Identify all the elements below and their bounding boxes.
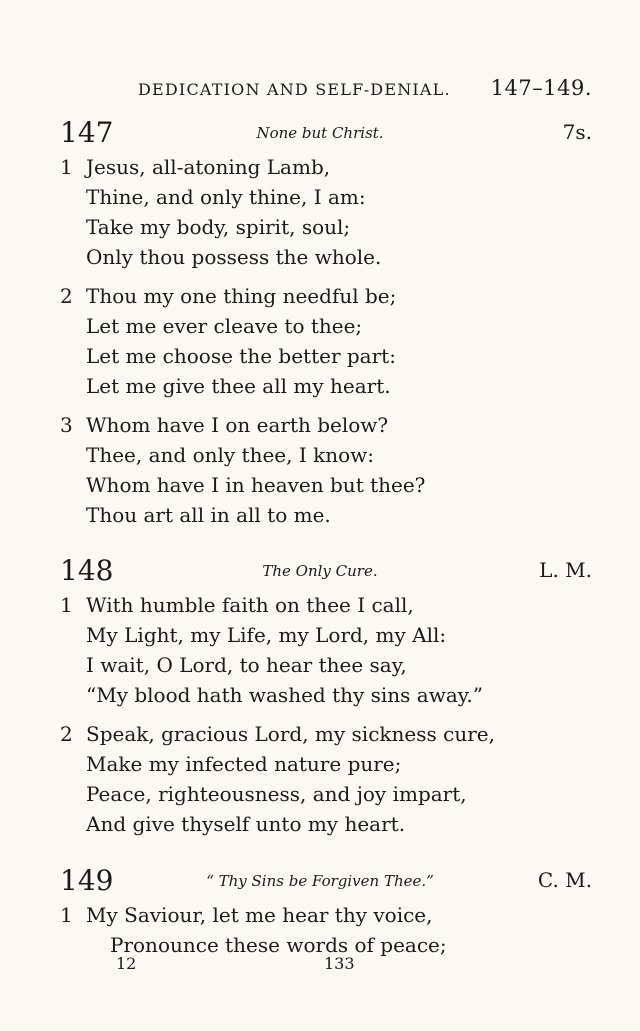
verse-number: 2 <box>60 722 73 746</box>
hymn-148 <box>0 554 640 848</box>
verse-line: Thine, and only thine, I am: <box>86 185 366 209</box>
verse-3 <box>0 410 640 530</box>
verse-line: Let me ever cleave to thee; <box>86 314 363 338</box>
verse-line: Make my infected nature pure; <box>86 752 402 776</box>
verse-1 <box>0 152 640 272</box>
verse-2 <box>0 281 640 401</box>
page-footer <box>0 954 640 978</box>
verse-line: Pronounce these words of peace; <box>110 933 447 957</box>
verse-line: Whom have I on earth below? <box>86 413 389 437</box>
verse-line: I wait, O Lord, to hear thee say, <box>86 653 407 677</box>
hymn-title: None but Christ. <box>256 124 384 142</box>
hymn-number: 147 <box>60 116 114 149</box>
verse-line: Jesus, all-atoning Lamb, <box>86 155 331 179</box>
hymn-meter: L. M. <box>539 558 592 582</box>
hymn-heading <box>0 864 640 900</box>
verse-number: 1 <box>60 903 73 927</box>
verse-line: And give thyself unto my heart. <box>86 812 406 836</box>
verse-line: Thou art all in all to me. <box>86 503 331 527</box>
verse-line: My Saviour, let me hear thy voice, <box>86 903 433 927</box>
verse-line: Let me choose the better part: <box>86 344 396 368</box>
hymn-meter: C. M. <box>537 868 592 892</box>
verse-line: Speak, gracious Lord, my sickness cure, <box>86 722 495 746</box>
running-head <box>0 76 640 104</box>
hymn-number: 149 <box>60 864 114 897</box>
hymn-number: 148 <box>60 554 114 587</box>
verse-number: 1 <box>60 155 73 179</box>
verse-line: Take my body, spirit, soul; <box>86 215 351 239</box>
verse-line: Peace, righteousness, and joy impart, <box>86 782 467 806</box>
page-number: 133 <box>324 954 355 973</box>
hymn-title: The Only Cure. <box>262 562 378 580</box>
hymn-heading <box>0 116 640 152</box>
running-title: DEDICATION AND SELF-DENIAL. <box>138 80 451 99</box>
verse-line: Whom have I in heaven but thee? <box>86 473 426 497</box>
verse-line: Thee, and only thee, I know: <box>86 443 375 467</box>
hymn-147 <box>0 116 640 539</box>
signature-mark: 12 <box>116 954 137 973</box>
verse-number: 3 <box>60 413 73 437</box>
verse-2 <box>0 719 640 839</box>
hymn-heading <box>0 554 640 590</box>
verse-1 <box>0 590 640 710</box>
hymn-meter: 7s. <box>562 120 592 144</box>
verse-1 <box>0 900 640 960</box>
verse-line: With humble faith on thee I call, <box>86 593 414 617</box>
verse-line: Let me give thee all my heart. <box>86 374 391 398</box>
verse-number: 1 <box>60 593 73 617</box>
verse-number: 2 <box>60 284 73 308</box>
verse-line: “My blood hath washed thy sins away.” <box>86 683 483 707</box>
verse-line: Thou my one thing needful be; <box>86 284 397 308</box>
verse-line: My Light, my Life, my Lord, my All: <box>86 623 447 647</box>
hymn-title: “ Thy Sins be Forgiven Thee.” <box>206 872 434 890</box>
verse-line: Only thou possess the whole. <box>86 245 382 269</box>
hymn-range: 147–149. <box>490 76 592 100</box>
